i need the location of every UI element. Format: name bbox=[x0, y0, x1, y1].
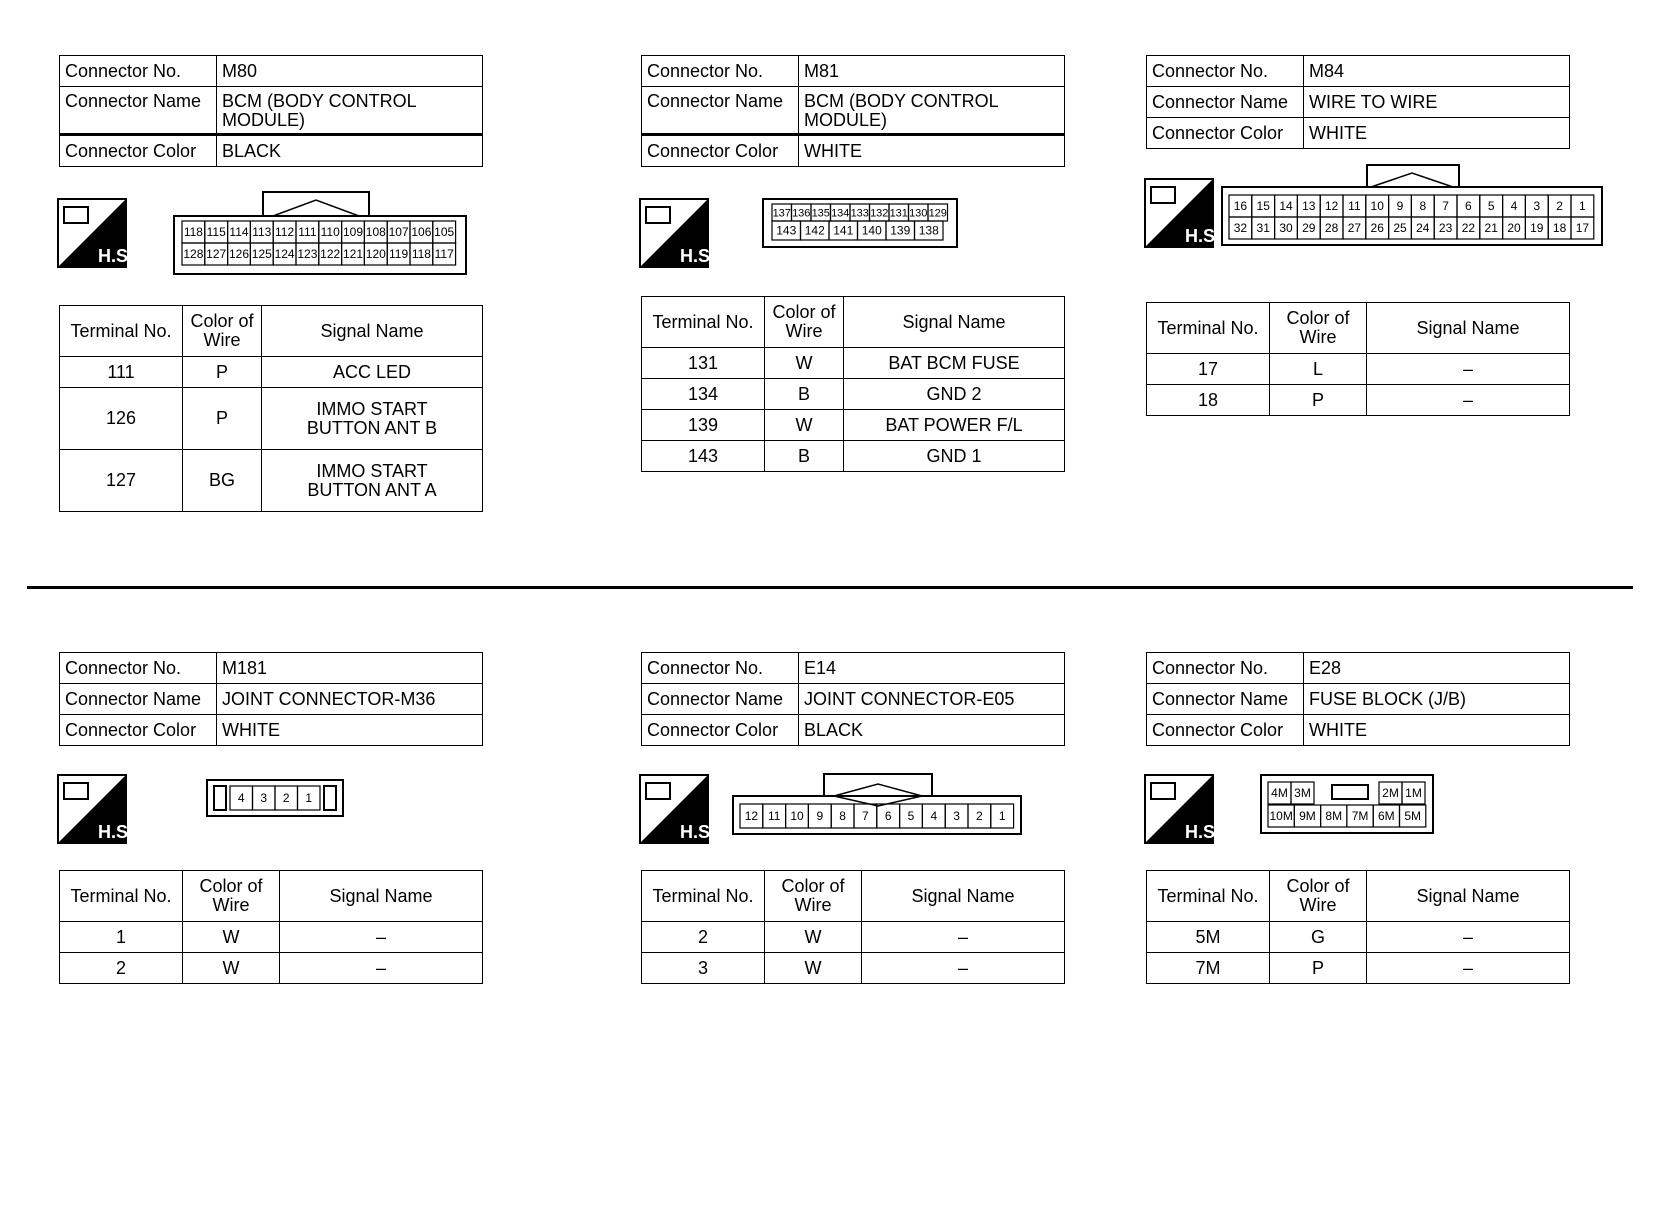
pin-label: 5 bbox=[907, 809, 915, 823]
pin-label: 20 bbox=[1507, 221, 1521, 235]
pin-label: 2M bbox=[1382, 786, 1399, 800]
signal-cell: – bbox=[1367, 385, 1570, 416]
connector-block-e28 bbox=[1146, 652, 1570, 746]
pin-label: 32 bbox=[1233, 221, 1248, 235]
connector-color-label: Connector Color bbox=[642, 135, 799, 167]
pin-label: 19 bbox=[1530, 221, 1544, 235]
pin-label: 110 bbox=[320, 225, 340, 239]
connector-name-label: Connector Name bbox=[60, 684, 217, 715]
connector-face-e28 bbox=[1260, 774, 1436, 836]
wire-cell: B bbox=[765, 379, 844, 410]
pin-label: 137 bbox=[772, 207, 791, 220]
table-row bbox=[642, 441, 1065, 472]
table-row bbox=[642, 348, 1065, 379]
pin-label: 10 bbox=[790, 809, 804, 823]
connector-face-m80 bbox=[173, 190, 469, 278]
wire-color-header: Color of Wire bbox=[765, 297, 844, 348]
signal-cell: GND 1 bbox=[844, 441, 1065, 472]
pin-label: 15 bbox=[1256, 199, 1270, 213]
wire-color-header: Color of Wire bbox=[183, 306, 262, 357]
table-row bbox=[642, 953, 1065, 984]
terminal-block-m181 bbox=[59, 870, 483, 984]
harness-side-icon bbox=[58, 199, 134, 267]
terminal-table bbox=[1146, 870, 1570, 984]
connector-no-value: M181 bbox=[217, 653, 483, 684]
connector-color-label: Connector Color bbox=[642, 715, 799, 746]
connector-no-label: Connector No. bbox=[642, 653, 799, 684]
signal-cell: – bbox=[862, 922, 1065, 953]
terminal-cell: 1 bbox=[60, 922, 183, 953]
signal-cell: IMMO START BUTTON ANT B bbox=[262, 388, 483, 450]
wire-cell: W bbox=[765, 410, 844, 441]
pin-label: 114 bbox=[229, 225, 249, 239]
pin-label: 136 bbox=[792, 207, 811, 220]
pin-label: 12 bbox=[1324, 199, 1339, 213]
terminal-table bbox=[59, 870, 483, 984]
signal-name-header: Signal Name bbox=[1367, 303, 1570, 354]
pin-label: 25 bbox=[1393, 221, 1407, 235]
table-row bbox=[60, 922, 483, 953]
connector-name-value: BCM (BODY CONTROL MODULE) bbox=[799, 87, 1065, 135]
svg-text:H.S.: H.S. bbox=[98, 246, 134, 266]
pin-label: 5M bbox=[1404, 809, 1421, 823]
table-row bbox=[60, 450, 483, 512]
pin-label: 139 bbox=[890, 223, 911, 238]
connector-face-m84 bbox=[1221, 163, 1605, 249]
pin-label: 6M bbox=[1378, 809, 1395, 823]
connector-no-label: Connector No. bbox=[60, 653, 217, 684]
pin-label: 111 bbox=[298, 225, 317, 239]
connector-no-value: M80 bbox=[217, 56, 483, 87]
terminal-cell: 5M bbox=[1147, 922, 1270, 953]
terminal-cell: 126 bbox=[60, 388, 183, 450]
connector-name-label: Connector Name bbox=[1147, 684, 1304, 715]
connector-info-table bbox=[1146, 652, 1570, 746]
terminal-block-m84 bbox=[1146, 302, 1570, 416]
connector-color-value: BLACK bbox=[217, 135, 483, 167]
pin-label: 120 bbox=[365, 247, 386, 261]
wire-color-header: Color of Wire bbox=[1270, 303, 1367, 354]
connector-color-value: WHITE bbox=[1304, 715, 1570, 746]
svg-text:H.S.: H.S. bbox=[680, 246, 716, 266]
pin-label: 1 bbox=[1579, 199, 1586, 213]
pin-label: 118 bbox=[411, 247, 431, 261]
pin-label: 107 bbox=[388, 225, 409, 239]
pin-label: 113 bbox=[252, 225, 272, 239]
connector-name-value: FUSE BLOCK (J/B) bbox=[1304, 684, 1570, 715]
connector-no-value: M84 bbox=[1304, 56, 1570, 87]
connector-no-value: M81 bbox=[799, 56, 1065, 87]
wire-cell: W bbox=[765, 953, 862, 984]
harness-side-icon bbox=[58, 775, 134, 843]
pin-label: 9 bbox=[816, 809, 824, 823]
pin-label: 8M bbox=[1325, 809, 1343, 823]
pin-label: 6 bbox=[884, 809, 892, 823]
pin-label: 11 bbox=[1348, 199, 1361, 213]
connector-color-label: Connector Color bbox=[1147, 715, 1304, 746]
wire-cell: G bbox=[1270, 922, 1367, 953]
terminal-table bbox=[59, 305, 483, 512]
pin-label: 26 bbox=[1370, 221, 1384, 235]
terminal-no-header: Terminal No. bbox=[642, 871, 765, 922]
pin-label: 141 bbox=[833, 223, 854, 238]
pin-label: 119 bbox=[389, 247, 409, 261]
wire-cell: P bbox=[1270, 385, 1367, 416]
pin-label: 18 bbox=[1552, 221, 1567, 235]
signal-cell: ACC LED bbox=[262, 357, 483, 388]
pin-label: 5 bbox=[1487, 199, 1495, 213]
connector-no-label: Connector No. bbox=[60, 56, 217, 87]
connector-name-value: WIRE TO WIRE bbox=[1304, 87, 1570, 118]
pin-label: 12 bbox=[744, 809, 759, 823]
pin-label: 109 bbox=[342, 225, 364, 239]
terminal-no-header: Terminal No. bbox=[1147, 871, 1270, 922]
harness-side-icon bbox=[640, 199, 716, 267]
pin-label: 135 bbox=[811, 207, 830, 220]
pin-label: 1 bbox=[998, 809, 1006, 823]
pin-label: 4M bbox=[1271, 786, 1288, 800]
connector-block-m181 bbox=[59, 652, 483, 746]
pin-label: 3 bbox=[1533, 199, 1541, 213]
terminal-table bbox=[641, 296, 1065, 472]
signal-name-header: Signal Name bbox=[280, 871, 483, 922]
svg-text:H.S.: H.S. bbox=[680, 822, 716, 842]
pin-label: 127 bbox=[206, 247, 227, 261]
pin-label: 134 bbox=[831, 207, 850, 220]
pin-label: 132 bbox=[870, 207, 889, 220]
harness-side-icon bbox=[1145, 179, 1221, 247]
table-row bbox=[60, 388, 483, 450]
table-row bbox=[642, 410, 1065, 441]
pin-label: 7M bbox=[1351, 809, 1369, 823]
pin-label: 6 bbox=[1465, 199, 1472, 213]
pin-label: 3 bbox=[260, 791, 268, 805]
pin-label: 121 bbox=[342, 247, 364, 261]
pin-label: 1 bbox=[305, 791, 313, 805]
pin-label: 27 bbox=[1347, 221, 1362, 235]
connector-info-table bbox=[641, 55, 1065, 167]
pin-label: 112 bbox=[275, 225, 295, 239]
signal-name-header: Signal Name bbox=[262, 306, 483, 357]
connector-face-m81 bbox=[762, 198, 960, 250]
pin-label: 126 bbox=[228, 247, 250, 261]
pin-label: 105 bbox=[434, 225, 455, 239]
terminal-cell: 127 bbox=[60, 450, 183, 512]
pin-label: 4 bbox=[237, 791, 245, 805]
wire-cell: P bbox=[183, 388, 262, 450]
signal-cell: – bbox=[1367, 953, 1570, 984]
harness-side-icon bbox=[640, 775, 716, 843]
pin-label: 28 bbox=[1324, 221, 1339, 235]
terminal-cell: 18 bbox=[1147, 385, 1270, 416]
pin-label: 2 bbox=[976, 809, 983, 823]
signal-cell: – bbox=[1367, 922, 1570, 953]
table-row bbox=[642, 379, 1065, 410]
connector-block-m80 bbox=[59, 55, 483, 167]
pin-label: 142 bbox=[804, 223, 825, 238]
pin-label: 125 bbox=[251, 247, 272, 261]
svg-text:H.S.: H.S. bbox=[98, 822, 134, 842]
pin-label: 118 bbox=[183, 225, 203, 239]
connector-info-table bbox=[59, 55, 483, 167]
wire-cell: L bbox=[1270, 354, 1367, 385]
pin-label: 21 bbox=[1484, 221, 1498, 235]
pin-label: 4 bbox=[930, 809, 938, 823]
harness-side-icon bbox=[1145, 775, 1221, 843]
pin-label: 31 bbox=[1256, 221, 1270, 235]
signal-cell: BAT BCM FUSE bbox=[844, 348, 1065, 379]
pin-label: 16 bbox=[1233, 199, 1248, 213]
connector-color-value: WHITE bbox=[217, 715, 483, 746]
terminal-table bbox=[1146, 302, 1570, 416]
pin-label: 1M bbox=[1405, 786, 1422, 800]
signal-name-header: Signal Name bbox=[862, 871, 1065, 922]
terminal-cell: 2 bbox=[60, 953, 183, 984]
connector-color-label: Connector Color bbox=[60, 715, 217, 746]
wire-color-header: Color of Wire bbox=[1270, 871, 1367, 922]
pin-label: 7 bbox=[862, 809, 869, 823]
wire-cell: W bbox=[183, 953, 280, 984]
pin-label: 22 bbox=[1461, 221, 1476, 235]
connector-block-m81 bbox=[641, 55, 1065, 167]
pin-label: 17 bbox=[1575, 221, 1590, 235]
connector-no-label: Connector No. bbox=[642, 56, 799, 87]
terminal-cell: 17 bbox=[1147, 354, 1270, 385]
pin-label: 4 bbox=[1510, 199, 1518, 213]
pin-label: 8 bbox=[1419, 199, 1427, 213]
signal-name-header: Signal Name bbox=[1367, 871, 1570, 922]
signal-cell: – bbox=[280, 922, 483, 953]
connector-name-label: Connector Name bbox=[642, 87, 799, 135]
pin-label: 133 bbox=[850, 207, 869, 220]
pin-label: 143 bbox=[776, 223, 797, 238]
pin-label: 123 bbox=[297, 247, 318, 261]
pin-label: 13 bbox=[1302, 199, 1316, 213]
pin-label: 2 bbox=[1556, 199, 1563, 213]
table-row bbox=[1147, 922, 1570, 953]
connector-color-label: Connector Color bbox=[60, 135, 217, 167]
table-row bbox=[1147, 354, 1570, 385]
pin-label: 140 bbox=[861, 223, 882, 238]
wire-cell: W bbox=[765, 348, 844, 379]
pin-label: 8 bbox=[839, 809, 846, 823]
table-row bbox=[60, 953, 483, 984]
terminal-no-header: Terminal No. bbox=[60, 306, 183, 357]
pin-label: 10 bbox=[1370, 199, 1384, 213]
pin-label: 117 bbox=[434, 247, 454, 261]
connector-color-label: Connector Color bbox=[1147, 118, 1304, 149]
wire-cell: W bbox=[765, 922, 862, 953]
pin-label: 30 bbox=[1279, 221, 1293, 235]
pin-label: 14 bbox=[1279, 199, 1293, 213]
pin-label: 138 bbox=[918, 223, 939, 238]
pin-label: 128 bbox=[183, 247, 204, 261]
connector-info-table bbox=[1146, 55, 1570, 149]
connector-color-value: BLACK bbox=[799, 715, 1065, 746]
pin-label: 9 bbox=[1396, 199, 1404, 213]
terminal-cell: 2 bbox=[642, 922, 765, 953]
connector-block-e14 bbox=[641, 652, 1065, 746]
terminal-cell: 134 bbox=[642, 379, 765, 410]
connector-name-label: Connector Name bbox=[60, 87, 217, 135]
terminal-cell: 143 bbox=[642, 441, 765, 472]
pin-label: 10M bbox=[1269, 809, 1293, 823]
terminal-block-m80 bbox=[59, 305, 483, 512]
terminal-table bbox=[641, 870, 1065, 984]
signal-cell: – bbox=[862, 953, 1065, 984]
svg-text:H.S.: H.S. bbox=[1185, 822, 1221, 842]
signal-cell: BAT POWER F/L bbox=[844, 410, 1065, 441]
connector-no-label: Connector No. bbox=[1147, 56, 1304, 87]
table-row bbox=[1147, 953, 1570, 984]
pin-label: 106 bbox=[411, 225, 432, 239]
pin-label: 23 bbox=[1438, 221, 1453, 235]
connector-face-e14 bbox=[732, 772, 1024, 838]
pin-label: 3M bbox=[1294, 786, 1311, 800]
terminal-block-m81 bbox=[641, 296, 1065, 472]
wire-cell: B bbox=[765, 441, 844, 472]
wire-color-header: Color of Wire bbox=[765, 871, 862, 922]
terminal-cell: 139 bbox=[642, 410, 765, 441]
pin-label: 124 bbox=[274, 247, 295, 261]
terminal-no-header: Terminal No. bbox=[60, 871, 183, 922]
connector-name-label: Connector Name bbox=[1147, 87, 1304, 118]
connector-name-value: JOINT CONNECTOR-M36 bbox=[217, 684, 483, 715]
signal-cell: GND 2 bbox=[844, 379, 1065, 410]
terminal-no-header: Terminal No. bbox=[642, 297, 765, 348]
pin-label: 131 bbox=[889, 207, 908, 220]
wire-cell: W bbox=[183, 922, 280, 953]
signal-cell: IMMO START BUTTON ANT A bbox=[262, 450, 483, 512]
wire-cell: P bbox=[1270, 953, 1367, 984]
terminal-no-header: Terminal No. bbox=[1147, 303, 1270, 354]
section-divider bbox=[27, 586, 1633, 589]
connector-color-value: WHITE bbox=[799, 135, 1065, 167]
connector-name-value: BCM (BODY CONTROL MODULE) bbox=[217, 87, 483, 135]
pin-label: 7 bbox=[1442, 199, 1449, 213]
table-row bbox=[642, 922, 1065, 953]
table-row bbox=[60, 357, 483, 388]
pin-label: 11 bbox=[767, 809, 781, 823]
pin-label: 29 bbox=[1302, 221, 1316, 235]
pin-label: 130 bbox=[909, 207, 928, 220]
svg-text:H.S.: H.S. bbox=[1185, 226, 1221, 246]
connector-name-label: Connector Name bbox=[642, 684, 799, 715]
terminal-block-e14 bbox=[641, 870, 1065, 984]
signal-cell: – bbox=[1367, 354, 1570, 385]
connector-face-m181 bbox=[206, 779, 346, 819]
connector-no-value: E14 bbox=[799, 653, 1065, 684]
connector-no-value: E28 bbox=[1304, 653, 1570, 684]
terminal-cell: 111 bbox=[60, 357, 183, 388]
wire-cell: BG bbox=[183, 450, 262, 512]
table-row bbox=[1147, 385, 1570, 416]
connector-color-value: WHITE bbox=[1304, 118, 1570, 149]
wire-color-header: Color of Wire bbox=[183, 871, 280, 922]
pin-label: 122 bbox=[320, 247, 341, 261]
connector-name-value: JOINT CONNECTOR-E05 bbox=[799, 684, 1065, 715]
connector-info-table bbox=[641, 652, 1065, 746]
pin-label: 9M bbox=[1299, 809, 1316, 823]
wire-cell: P bbox=[183, 357, 262, 388]
signal-cell: – bbox=[280, 953, 483, 984]
connector-info-table bbox=[59, 652, 483, 746]
signal-name-header: Signal Name bbox=[844, 297, 1065, 348]
pin-label: 129 bbox=[928, 207, 947, 220]
pin-label: 115 bbox=[206, 225, 226, 239]
connector-block-m84 bbox=[1146, 55, 1570, 149]
terminal-cell: 3 bbox=[642, 953, 765, 984]
terminal-cell: 7M bbox=[1147, 953, 1270, 984]
pin-label: 24 bbox=[1416, 221, 1430, 235]
pin-label: 108 bbox=[365, 225, 386, 239]
terminal-block-e28 bbox=[1146, 870, 1570, 984]
pin-label: 3 bbox=[953, 809, 960, 823]
terminal-cell: 131 bbox=[642, 348, 765, 379]
connector-no-label: Connector No. bbox=[1147, 653, 1304, 684]
pin-label: 2 bbox=[282, 791, 290, 805]
